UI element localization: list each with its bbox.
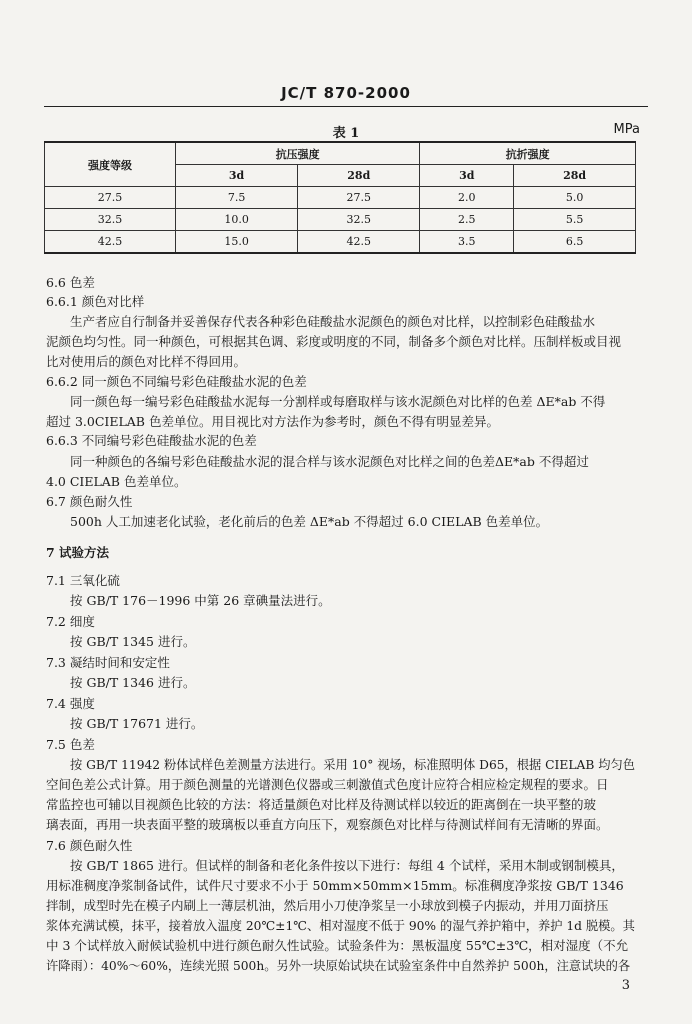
header-flexural: 抗折强度 [420, 142, 636, 165]
table-cell: 32.5 [45, 209, 176, 231]
paragraph-line: 按 GB/T 11942 粉体试样色差测量方法进行。采用 10° 视场，标准照明体 D65，根据 CIELAB 均匀色 [70, 758, 635, 772]
subsection-heading: 6.7 颜色耐久性 [46, 494, 133, 509]
paragraph-line: 中 3 个试样放入耐候试验机中进行颜色耐久性试验。试验条件为：黑板温度 55℃±3℃，相对湿度（不允 [46, 938, 629, 953]
paragraph-line: 许降雨）：40%～60%，连续光照 500h。另外一块原始试块在试验室条件中自然养护 500h，注意试块的各 [46, 959, 631, 973]
table-cell: 15.0 [176, 231, 298, 254]
paragraph-line: 拌制，成型时先在模子内刷上一薄层机油，然后用小刀使净浆呈一小球放到模子内振动，并用刀面挤压 [46, 898, 609, 913]
paragraph-line: 按 GB/T 176－1996 中第 26 章碘量法进行。 [70, 593, 331, 608]
paragraph-line: 常监控也可辅以目视颜色比较的方法：将适量颜色对比样及待测试样以较近的距离倒在一块平整的玻 [46, 797, 597, 812]
paragraph-line: 比对使用后的颜色对比样不得回用。 [46, 354, 247, 369]
page-number: 3 [621, 978, 630, 993]
table-cell: 5.0 [514, 187, 636, 209]
section-heading-7: 7 试验方法 [46, 545, 110, 560]
table-cell: 27.5 [298, 187, 420, 209]
paragraph-line: 用标准稠度净浆制备试件，试件尺寸要求不小于 50mm×50mm×15mm。标准稠度净浆按 GB/T 1346 [46, 878, 624, 893]
subsection-heading: 7.6 颜色耐久性 [46, 838, 133, 853]
subsection-heading: 7.2 细度 [46, 614, 95, 629]
table-row [45, 187, 636, 209]
table-cell: 6.5 [514, 231, 636, 254]
subsection-heading: 6.6.1 颜色对比样 [46, 294, 145, 309]
subsection-heading: 7.4 强度 [46, 696, 95, 711]
table-cell: 42.5 [298, 231, 420, 254]
paragraph-line: 生产者应自行制备并妥善保存代表各种彩色硅酸盐水泥颜色的颜色对比样，以控制彩色硅酸盐水 [70, 314, 596, 329]
subsection-heading: 6.6.2 同一颜色不同编号彩色硅酸盐水泥的色差 [46, 374, 307, 389]
subsection-heading: 7.3 凝结时间和安定性 [46, 655, 170, 670]
subheader-3d-compressive: 3d [176, 165, 298, 187]
table-cell: 2.5 [420, 209, 514, 231]
subsection-heading: 7.1 三氧化硫 [46, 573, 120, 588]
header-compressive: 抗压强度 [176, 142, 420, 165]
paragraph-line: 按 GB/T 17671 进行。 [70, 716, 204, 731]
table-cell: 10.0 [176, 209, 298, 231]
table-cell: 27.5 [45, 187, 176, 209]
table-row [45, 231, 636, 254]
paragraph-line: 同一颜色每一编号彩色硅酸盐水泥每一分割样或每磨取样与该水泥颜色对比样的色差 ΔE*ab 不得 [70, 394, 606, 409]
table-unit: MPa [613, 122, 640, 137]
subheader-28d-flexural: 28d [514, 165, 636, 187]
subheader-3d-flexural: 3d [420, 165, 514, 187]
paragraph-line: 按 GB/T 1345 进行。 [70, 634, 196, 649]
table-cell: 42.5 [45, 231, 176, 254]
paragraph-line: 500h 人工加速老化试验，老化前后的色差 ΔE*ab 不得超过 6.0 CIELAB 色差单位。 [70, 514, 549, 529]
table-cell: 5.5 [514, 209, 636, 231]
standard-code-header: JC/T 870-2000 [281, 84, 411, 102]
section-heading-6-6: 6.6 色差 [46, 275, 95, 290]
paragraph-line: 超过 3.0CIELAB 色差单位。用目视比对方法作为参考时，颜色不得有明显差异。 [46, 414, 499, 429]
paragraph-line: 空间色差公式计算。用于颜色测量的光谱测色仪器或三刺激值式色度计应符合相应检定规程的要求。日 [46, 777, 609, 792]
subsection-heading: 7.5 色差 [46, 737, 95, 752]
table-cell: 2.0 [420, 187, 514, 209]
paragraph-line: 浆体充满试模，抹平，接着放入温度 20℃±1℃、相对湿度不低于 90% 的湿气养护箱中，养护 1d 脱模。其 [46, 919, 635, 933]
header-rule [44, 106, 648, 107]
paragraph-line: 同一种颜色的各编号彩色硅酸盐水泥的混合样与该水泥颜色对比样之间的色差ΔE*ab 不得超过 [70, 454, 589, 469]
paragraph-line: 按 GB/T 1346 进行。 [70, 675, 196, 690]
table-cell: 3.5 [420, 231, 514, 254]
table-row [45, 209, 636, 231]
table-cell: 32.5 [298, 209, 420, 231]
table-cell: 7.5 [176, 187, 298, 209]
paragraph-line: 泥颜色均匀性。同一种颜色，可根据其色调、彩度或明度的不同，制备多个颜色对比样。压制样板或目视 [46, 334, 622, 349]
paragraph-line: 4.0 CIELAB 色差单位。 [46, 474, 187, 489]
header-grade: 强度等级 [45, 142, 176, 187]
paragraph-line: 按 GB/T 1865 进行。但试样的制备和老化条件按以下进行：每组 4 个试样，采用木制或钢制模具， [70, 858, 624, 873]
subsection-heading: 6.6.3 不同编号彩色硅酸盐水泥的色差 [46, 433, 257, 448]
table-caption: 表 1 [332, 126, 360, 141]
paragraph-line: 璃表面，再用一块表面平整的玻璃板以垂直方向压下，观察颜色对比样与待测试样间有无清晰的界面。 [46, 817, 609, 832]
strength-table [44, 141, 636, 254]
subheader-28d-compressive: 28d [298, 165, 420, 187]
